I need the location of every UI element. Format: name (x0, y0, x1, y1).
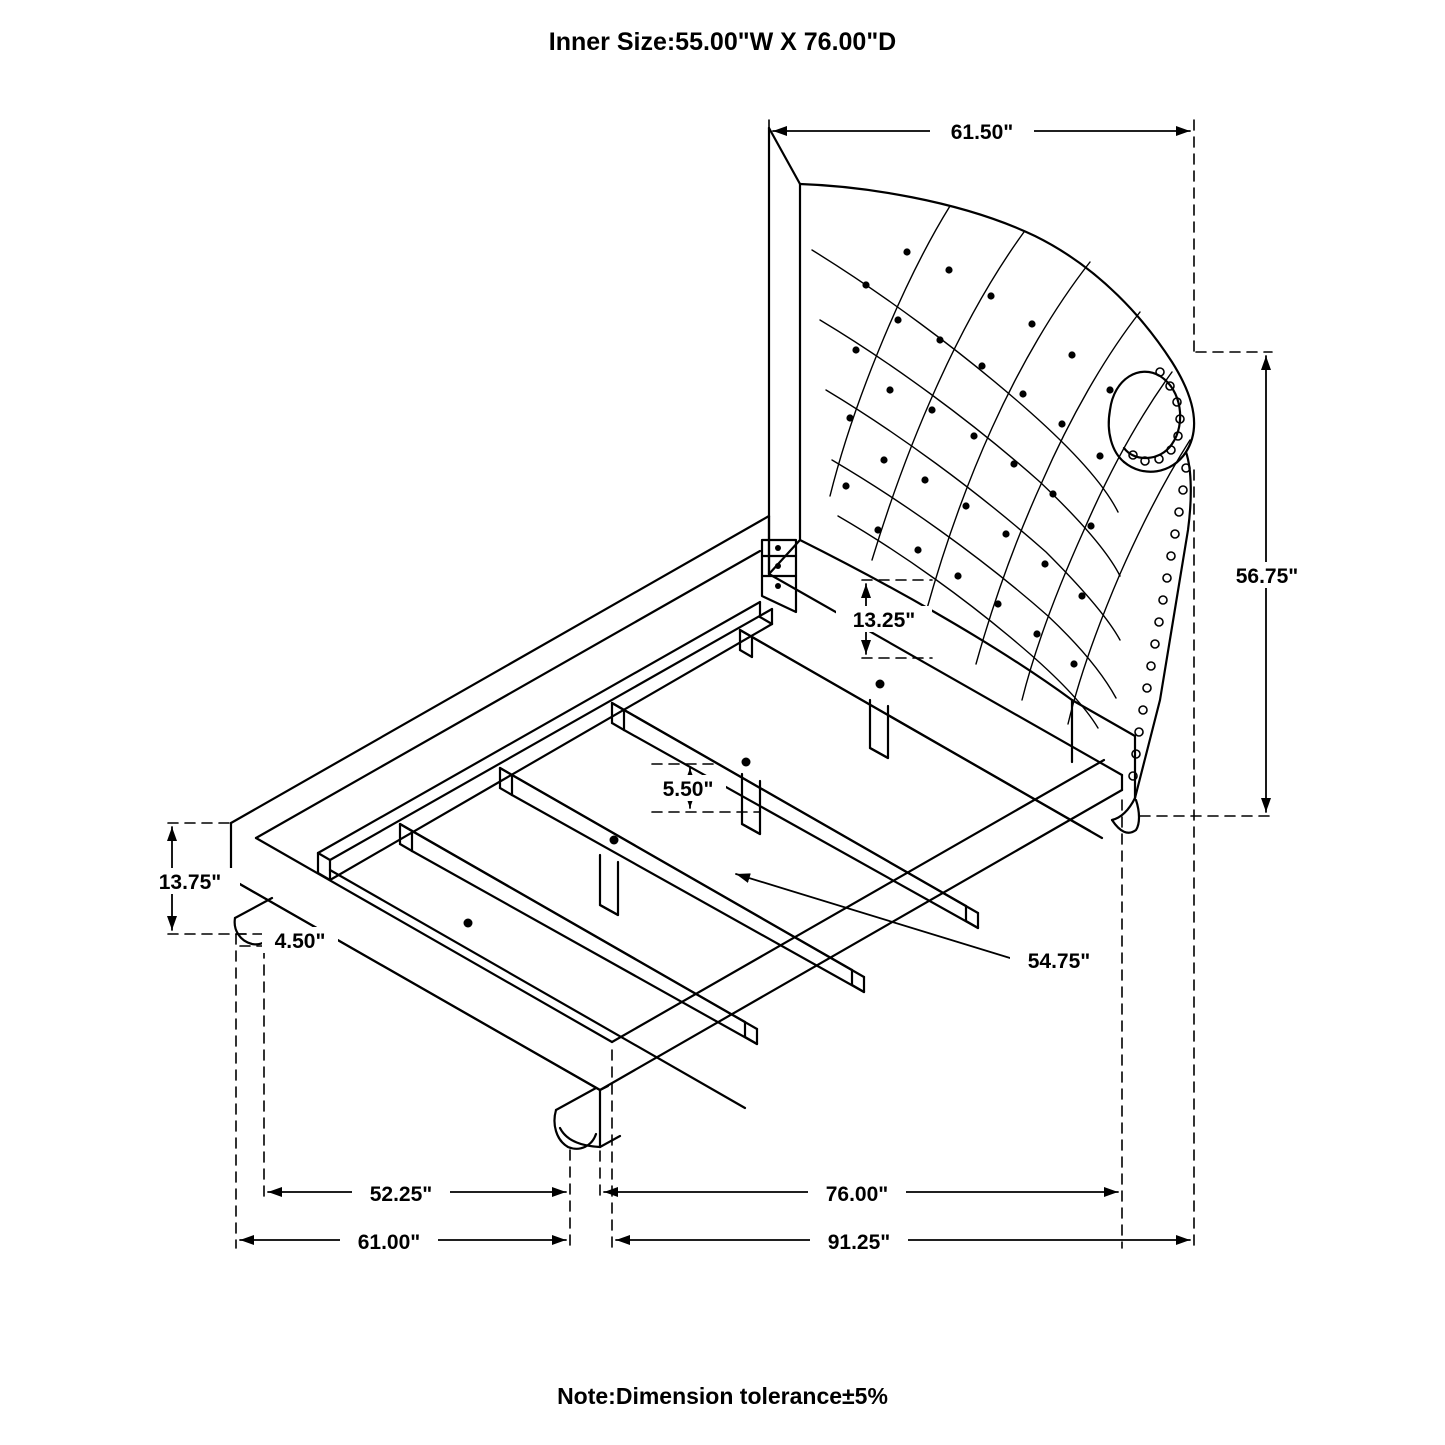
dim-overall-width: 61.00" (357, 1231, 421, 1254)
page-title: Inner Size:55.00"W X 76.00"D (548, 28, 897, 56)
dim-slat-height: 5.50" (662, 778, 714, 801)
dim-footboard-width: 52.25" (369, 1183, 433, 1206)
tolerance-note: Note:Dimension tolerance±5% (557, 1383, 888, 1409)
dim-inner-rail-width: 54.75" (1027, 950, 1091, 973)
dim-headboard-height: 56.75" (1235, 565, 1299, 588)
dim-leg-height: 4.50" (274, 930, 326, 953)
dim-side-rail-height: 13.75" (158, 871, 222, 894)
dim-inner-length: 76.00" (825, 1183, 889, 1206)
dim-headboard-width: 61.50" (950, 121, 1014, 144)
dim-headboard-clearance: 13.25" (852, 609, 916, 632)
dim-overall-length: 91.25" (827, 1231, 891, 1254)
